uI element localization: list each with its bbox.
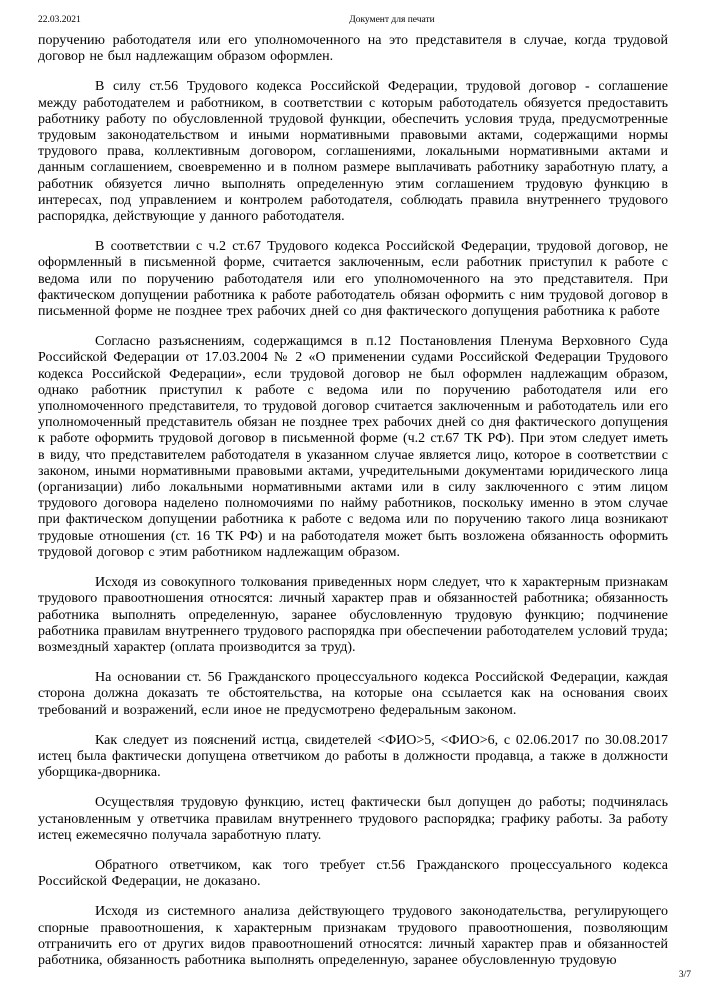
- paragraph: поручению работодателя или его уполномоченного на это представителя в случае, когда трудовой договор не был надлежащим образом оформлен.: [38, 33, 668, 65]
- print-footer: [679, 970, 691, 981]
- paragraph: Обратного ответчиком, как того требует ст.56 Гражданского процессуального кодекса Российской Федерации, не доказано.: [38, 857, 668, 890]
- paragraph: Исходя из системного анализа действующего трудового законодательства, регулирующего спорные правоотношения, к характерным признакам трудового правоотношения, позволяющим отграничить его от других видов правоотношений относятся: личный характер прав и обязанностей работника, обязанность работника выполнять определенную, заранее обусловленную трудовую: [38, 904, 668, 968]
- page-number: 3/7: [678, 970, 691, 980]
- paragraph: Исходя из совокупного толкования приведенных норм следует, что к характерным признакам трудового правоотношения относятся: личный характер прав и обязанностей работника; обязанность работника выполнять определенную, заранее обусловленную трудовую функцию; подчинение работника правилам внутреннего трудового распорядка при обеспечении работодателем условий труда; возмездный характер (оплата производится за труд).: [38, 575, 668, 655]
- paragraph: Как следует из пояснений истца, свидетелей <ФИО>5, <ФИО>6, с 02.06.2017 по 30.08.2017 истец была фактически допущена ответчиком до работы в должности продавца, а также в должности уборщика-дворника.: [38, 732, 668, 781]
- paragraph: В соответствии с ч.2 ст.67 Трудового кодекса Российской Федерации, трудовой договор, не оформленный в письменной форме, считается заключенным, если работник приступил к работе с ведома или по поручению работодателя или его уполномоченного на это представителя. При фактическом допущении работника к работе работодатель обязан оформить с ним трудовой договор в письменной форме не позднее трех рабочих дней со дня фактического допущения работника к работе: [38, 239, 668, 320]
- print-header: [38, 14, 668, 28]
- paragraph: В силу ст.56 Трудового кодекса Российской Федерации, трудовой договор - соглашение между работодателем и работником, в соответствии с которым работодатель обязуется предоставить работнику работу по обусловленной трудовой функции, обеспечить условия труда, предусмотренные трудовым законодательством и иными нормативными правовыми актами, содержащими нормы трудового права, коллективным договором, соглашениями, локальными нормативными актами и данным соглашением, своевременно и в полном размере выплачивать работнику заработную плату, а работник обязуется лично выполнять определенную этим соглашением трудовую функцию в интересах, под управлением и контролем работодателя, соблюдать правила внутреннего трудового распорядка, действующие у данного работодателя.: [38, 79, 668, 225]
- document-body: [38, 33, 668, 969]
- paragraph: Согласно разъяснениям, содержащимся в п.12 Постановления Пленума Верховного Суда Российской Федерации от 17.03.2004 № 2 «О применении судами Российской Федерации Трудового кодекса Российской Федерации», если трудовой договор не был оформлен надлежащим образом, однако работник приступил к работе с ведома или по поручению работодателя или его уполномоченного представителя, то трудовой договор считается заключенным и работодатель или его уполномоченный представитель обязан не позднее трех рабочих дней со дня фактического допущения к работе оформить трудовой договор в письменной форме (ч.2 ст.67 ТК РФ). При этом следует иметь в виду, что представителем работодателя в указанном случае является лицо, которое в соответствии с законом, иными нормативными правовыми актами, учредительными документами юридического лица (организации) либо локальными нормативными актами или в силу заключенного с этим лицом трудового договора наделено полномочиями по найму работников, поскольку именно в этом случае при фактическом допущении работника к работе с ведома или по поручению такого лица возникают трудовые отношения (ст. 16 ТК РФ) и на работодателя может быть возложена обязанность оформить трудовой договор с этим работником надлежащим образом.: [38, 334, 668, 560]
- paragraph: Осуществляя трудовую функцию, истец фактически был допущен до работы; подчинялась установленным у ответчика правилам внутреннего трудового распорядка; графику работы. За работу истец ежемесячно получала заработную плату.: [38, 795, 668, 843]
- paragraph: На основании ст. 56 Гражданского процессуального кодекса Российской Федерации, каждая сторона должна доказать те обстоятельства, на которые она ссылается как на основания своих требований и возражений, если иное не предусмотрено федеральным законом.: [38, 670, 668, 718]
- header-date: 22.03.2021: [38, 15, 81, 25]
- header-title: Документ для печати: [349, 15, 435, 25]
